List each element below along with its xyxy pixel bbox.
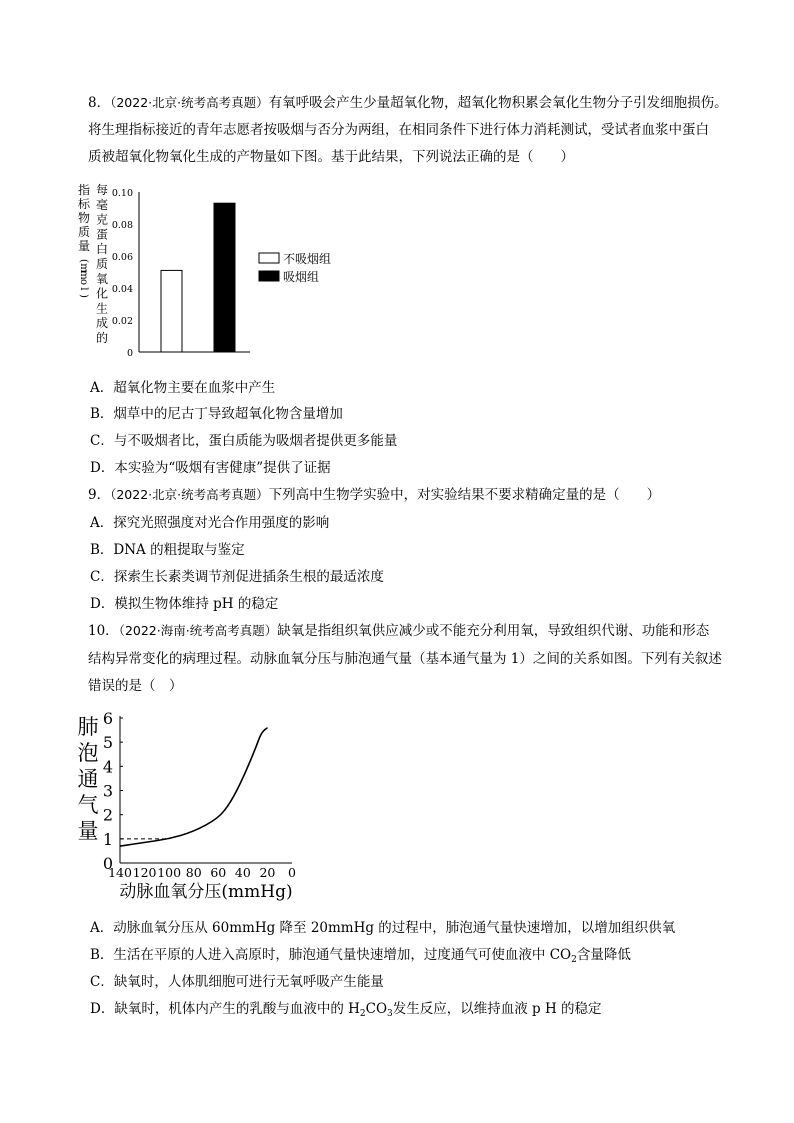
bar-chart-legend <box>259 251 331 284</box>
q10-stem-1: 缺氧是指组织氧供应减少或不能充分利用氧，导致组织代谢、功能和形态 <box>277 623 710 639</box>
oxidation-bar-chart <box>70 180 370 370</box>
q10-option-d-end: 发生反应，以维持血液 p H 的稳定 <box>392 1001 602 1017</box>
line-ylabel-char: 泡 <box>77 741 99 765</box>
line-ytick-label: 6 <box>102 709 113 728</box>
q8-number: 8． <box>88 95 111 111</box>
bar-ylabel-outer-char: l <box>78 287 89 291</box>
bar-ylabel-inner-char: 生 <box>95 301 109 316</box>
line-xtick-label: 120 <box>132 865 157 880</box>
q9-option-c[interactable]: C．探索生长素类调节剂促进插条生根的最适浓度 <box>90 569 384 585</box>
q10-line-2: 结构异常变化的病理过程。动脉血氧分压与肺泡通气量（基本通气量为 1）之间的关系如图。下列有关叙述 <box>88 651 722 667</box>
bar-ytick-label: 0.10 <box>111 188 133 199</box>
line-chart-ylabel <box>78 715 99 843</box>
bar-ytick-label: 0.06 <box>111 252 133 263</box>
q8-option-a[interactable]: A．超氧化物主要在血浆中产生 <box>90 380 276 396</box>
bar-ylabel-outer-char: 量 <box>77 239 91 253</box>
q10-option-b[interactable] <box>90 947 631 963</box>
line-ytick-label: 0 <box>102 854 113 873</box>
bar-ylabel-inner-char: 毫 <box>95 197 109 212</box>
bar-ylabel-inner-char: 白 <box>95 242 109 257</box>
line-chart-xticks <box>108 865 296 880</box>
q10-option-b-end: 含量降低 <box>576 947 631 963</box>
bar-ylabel-inner-char: 克 <box>95 212 109 227</box>
q10-option-a[interactable]: A．动脉血氧分压从 60mmHg 降至 20mmHg 的过程中，肺泡通气量快速增加，以增加组织供氧 <box>90 920 676 936</box>
line-ytick-label: 5 <box>102 733 113 753</box>
line-ytick-label: 2 <box>102 805 113 825</box>
bar-ytick-label: 0.02 <box>111 316 133 327</box>
line-ylabel-char: 量 <box>77 819 99 843</box>
q8-source: （2022·北京·统考高考真题） <box>110 95 269 110</box>
line-ylabel-char: 通 <box>77 767 99 791</box>
bar-ylabel-outer-char: 物 <box>77 211 91 225</box>
bar-smoker <box>214 203 235 352</box>
bar-ylabel-inner-char: 氧 <box>95 271 109 286</box>
legend-swatch <box>259 253 279 263</box>
bar-ylabel-outer-char: ( <box>78 259 89 263</box>
line-xtick-label: 80 <box>185 865 202 880</box>
q9-source: （2022·北京·统考高考真题） <box>110 487 269 502</box>
q8-line-2: 将生理指标接近的青年志愿者按吸烟与否分为两组，在相同条件下进行体力消耗测试，受试者血浆中蛋白 <box>88 122 709 138</box>
bar-non-smoker <box>161 270 182 352</box>
bar-ytick-label: 0 <box>126 348 133 359</box>
line-xtick-label: 60 <box>210 865 227 880</box>
line-ylabel-char: 气 <box>77 793 99 817</box>
line-ytick-label: 4 <box>102 757 113 777</box>
q10-source: （2022·海南·统考高考真题） <box>118 623 278 638</box>
bar-ylabel-outer-char: o <box>78 278 89 286</box>
bar-ylabel-outer-char: m <box>78 263 89 273</box>
bar-ytick-label: 0.08 <box>111 220 133 231</box>
line-chart-xlabel: 动脉血氧分压(mmHg) <box>119 882 293 902</box>
bar-ylabel-inner-char: 蛋 <box>95 227 109 242</box>
q8-stem-1: 有氧呼吸会产生少量超氧化物，超氧化物积累会氧化生物分子引发细胞损伤。 <box>268 95 728 111</box>
q10-option-d-sub2: 3 <box>387 1009 393 1019</box>
q10-option-d-sub1: 2 <box>359 1009 366 1019</box>
bar-ylabel-outer-char: 指 <box>77 183 91 197</box>
bar-ylabel-outer-char: 质 <box>77 225 91 239</box>
line-ytick-label: 1 <box>102 829 113 849</box>
bar-ylabel-inner-char: 每 <box>95 183 109 197</box>
q9-option-d[interactable]: D．模拟生物体维持 pH 的稳定 <box>90 596 279 612</box>
legend-label: 不吸烟组 <box>283 252 332 266</box>
line-xtick-label: 40 <box>234 865 251 880</box>
ventilation-line-chart <box>70 706 330 906</box>
bar-chart-bars <box>161 203 235 352</box>
bar-ylabel-outer-char: ) <box>78 294 89 298</box>
q10-option-d-co: CO <box>365 1001 388 1017</box>
q10-number: 10． <box>88 623 119 639</box>
line-chart-series <box>120 728 267 846</box>
legend-label: 吸烟组 <box>283 270 320 284</box>
q8-line-1 <box>88 95 728 111</box>
bar-ylabel-inner-char: 的 <box>95 331 109 345</box>
q9-line-1 <box>88 487 660 503</box>
bar-chart-yticks <box>112 188 133 359</box>
q10-line-1 <box>88 623 709 639</box>
q10-option-b-text: B．生活在平原的人进入高原时，肺泡通气量快速增加，过度通气可使血液中 CO <box>90 947 572 963</box>
q9-option-a[interactable]: A．探究光照强度对光合作用强度的影响 <box>90 515 330 531</box>
bar-ylabel-inner-char: 化 <box>95 286 109 301</box>
q8-line-3: 质被超氧化物氧化生成的产物量如下图。基于此结果，下列说法正确的是（ ） <box>88 149 574 165</box>
line-ytick-label: 3 <box>102 781 113 801</box>
line-xtick-label: 0 <box>288 865 296 880</box>
bar-ytick-label: 0.04 <box>111 284 133 295</box>
bar-ylabel-inner-char: 质 <box>95 257 109 271</box>
q8-option-d[interactable]: D．本实验为“吸烟有害健康”提供了证据 <box>90 460 331 476</box>
line-xtick-label: 100 <box>157 865 182 880</box>
bar-ylabel-outer-char: 标 <box>77 197 91 211</box>
q9-number: 9． <box>88 487 111 503</box>
legend-swatch <box>259 271 279 281</box>
q8-option-c[interactable]: C．与不吸烟者比，蛋白质能为吸烟者提供更多能量 <box>90 433 398 449</box>
q9-option-b[interactable]: B．DNA 的粗提取与鉴定 <box>90 542 245 558</box>
q10-option-c[interactable]: C．缺氧时，人体肌细胞可进行无氧呼吸产生能量 <box>90 974 384 990</box>
q10-option-d[interactable] <box>90 1001 602 1017</box>
q10-option-d-text: D．缺氧时，机体内产生的乳酸与血液中的 H <box>90 1001 360 1017</box>
bar-ylabel-inner-char: 成 <box>95 316 109 331</box>
line-xtick-label: 20 <box>259 865 276 880</box>
q8-option-b[interactable]: B．烟草中的尼古丁导致超氧化物含量增加 <box>90 406 343 422</box>
ventilation-curve <box>120 728 267 846</box>
bar-ylabel-outer-char: m <box>78 270 89 280</box>
q9-stem: 下列高中生物学实验中，对实验结果不要求精确定量的是（ ） <box>268 487 661 503</box>
q10-option-b-sub: 2 <box>571 955 577 965</box>
bar-chart-outer-ylabel <box>78 182 91 298</box>
line-xtick-label: 140 <box>108 865 132 880</box>
bar-chart-inner-ylabel <box>96 182 108 345</box>
line-ylabel-char: 肺 <box>77 715 99 739</box>
q10-line-3: 错误的是（ ） <box>88 678 183 694</box>
